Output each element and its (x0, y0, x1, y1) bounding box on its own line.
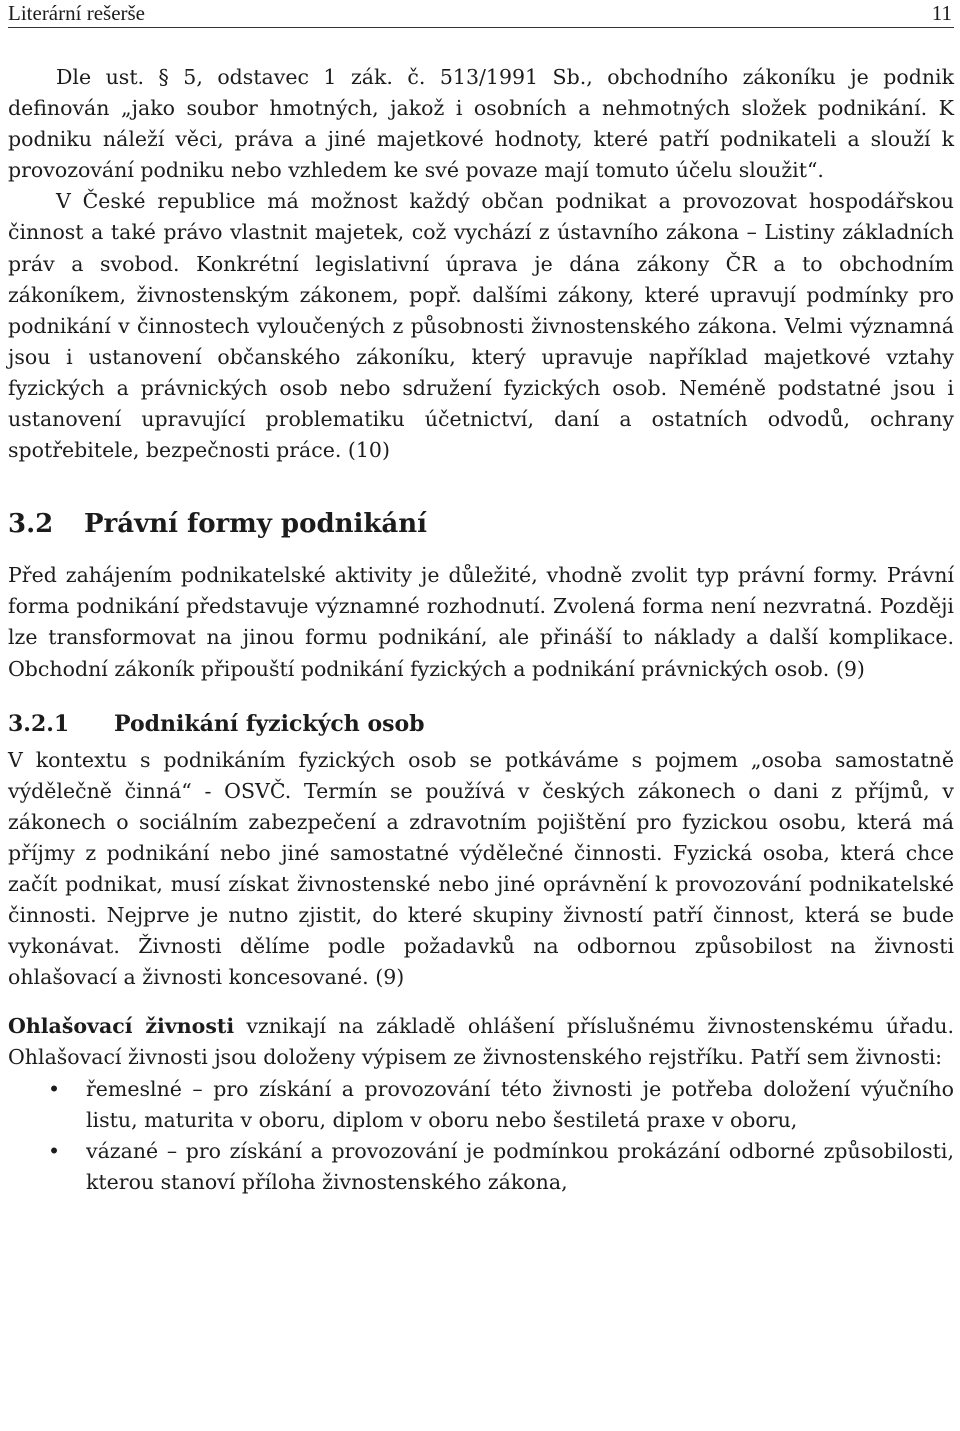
paragraph-text: vznikají na základě ohlášení příslušnému živnostenskému úřadu. Ohlašovací živnosti jsou doloženy výpisem ze živnostenského rejstříku. Patří sem živnosti: (8, 1014, 954, 1070)
bold-term: Ohlašovací živnosti (8, 1014, 235, 1039)
paragraph-legal-framework: V České republice má možnost každý občan podnikat a provozovat hospodářskou činnost a také právo vlastnit majetek, což vychází z ústavního zákona – Listiny základních práv a svobod. Konkrétní legislativní úprava je dána zákony ČR a to obchodním zákoníkem, živnostenským zákonem, popř. dalšími zákony, které upravují podmínky pro podnikání v činnostech vyloučených z působnosti živnostenského zákona. Velmi významná jsou i ustanovení občanského zákoníku, který upravuje například majetkové vztahy fyzických a právnických osob nebo sdružení fyzických osob. Neméně podstatné jsou i ustanovení upravující problematiku účetnictví, daní a ostatních odvodů, ochrany spotřebitele, bezpečnosti práce. (10) (8, 189, 954, 463)
trade-types-list (8, 1074, 954, 1198)
list-item-text: řemeslné – pro získání a provozování této živnosti je potřeba doložení výučního listu, maturita v oboru, diplom v oboru nebo šestiletá praxe v oboru, (86, 1076, 954, 1132)
paragraph-enterprise-definition: Dle ust. § 5, odstavec 1 zák. č. 513/1991 Sb., obchodního zákoníku je podnik definován „jako soubor hmotných, jakož i osobních a nehmotných složek podnikání. K podniku náleží věci, práva a jiné majetkové hodnoty, které patří podnikateli a slouží k provozování podniku nebo vzhledem ke své povaze mají tomuto účelu sloužit“. (8, 65, 954, 183)
list-item (8, 1074, 954, 1136)
subsection-title: Podnikání fyzických osob (114, 710, 425, 737)
section-title: Právní formy podnikání (84, 509, 428, 540)
paragraph-natural-persons: V kontextu s podnikáním fyzických osob se potkáváme s pojmem „osoba samostatně výdělečně činná“ - OSVČ. Termín se používá v českých zákonech o dani z příjmů, v zákonech o sociálním zabezpečení a zdravotním pojištění pro fyzickou osobu, která má příjmy z podnikání nebo jiné samostatné výdělečné činnosti. Fyzická osoba, která chce začít podnikat, musí získat živnostenské nebo jiné oprávnění k provozování podnikatelské činnosti. Nejprve je nutno zjistit, do které skupiny živností patří činnost, která se bude vykonávat. Živnosti dělíme podle požadavků na odbornou způsobilost na živnosti ohlašovací a živnosti koncesované. (9) (8, 747, 954, 990)
list-item (8, 1136, 954, 1198)
section-number: 3.2 (8, 509, 54, 540)
section-heading-3-2-1 (8, 709, 954, 739)
list-item-text: vázané – pro získání a provozování je podmínkou prokázání odborné způsobilosti, kterou stanoví příloha živnostenského zákona, (86, 1138, 954, 1194)
page-number: 11 (931, 1, 952, 25)
bullet-icon: • (48, 1076, 61, 1101)
section-heading-3-2 (8, 507, 954, 541)
header-title: Literární rešerše (8, 1, 146, 25)
bullet-icon: • (48, 1138, 61, 1163)
paragraph-legal-forms: Před zahájením podnikatelské aktivity je důležité, vhodně zvolit typ právní formy. Právní forma podnikání představuje významné rozhodnutí. Zvolená forma není nezvratná. Později lze transformovat na jinou formu podnikání, ale přináší to náklady a další komplikace. Obchodní zákoník připouští podnikání fyzických a podnikání právnických osob. (9) (8, 563, 954, 681)
running-header (8, 0, 954, 28)
page-body (8, 62, 954, 1198)
subsection-number: 3.2.1 (8, 710, 70, 737)
paragraph-notifiable-trades (8, 1011, 954, 1073)
